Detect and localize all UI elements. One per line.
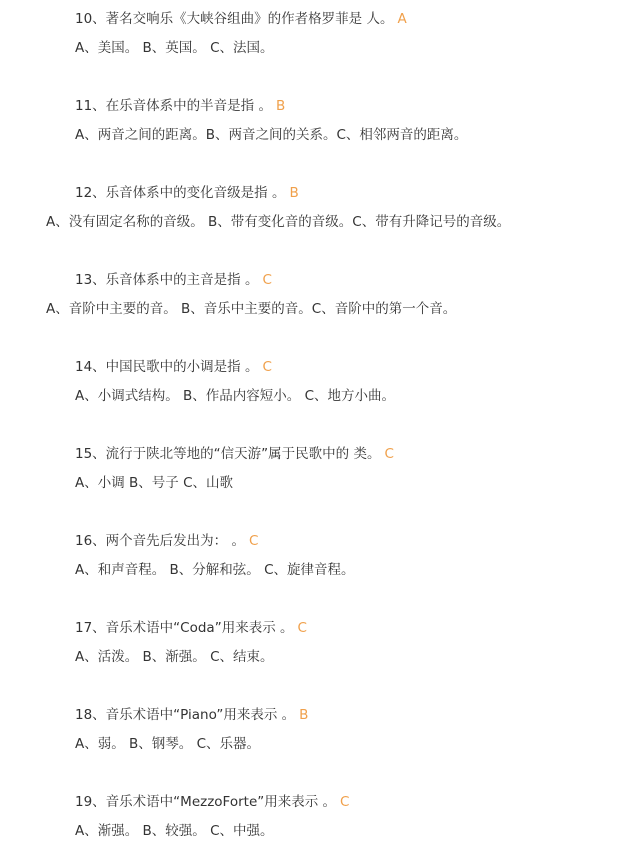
- answer-label: C: [262, 359, 272, 375]
- options-text: A、渐强。 B、较强。 C、中强。: [75, 823, 274, 839]
- answer-label: A: [397, 11, 407, 27]
- question-text: 15、流行于陕北等地的“信天游”属于民歌中的 类。 C: [75, 446, 394, 462]
- options-text: A、和声音程。 B、分解和弦。 C、旋律音程。: [75, 562, 355, 578]
- question-text: 10、著名交响乐《大峡谷组曲》的作者格罗菲是 人。 A: [75, 11, 407, 27]
- options-text: A、小调式结构。 B、作品内容短小。 C、地方小曲。: [75, 388, 396, 404]
- question-text: 17、音乐术语中“Coda”用来表示 。 C: [75, 620, 307, 636]
- options-text: A、音阶中主要的音。 B、音乐中主要的音。C、音阶中的第一个音。: [46, 301, 457, 317]
- question-text: 13、乐音体系中的主音是指 。 C: [75, 272, 272, 288]
- options-text: A、两音之间的距离。B、两音之间的关系。C、相邻两音的距离。: [75, 127, 468, 143]
- answer-label: B: [289, 185, 299, 201]
- answer-label: C: [248, 533, 259, 549]
- answer-label: B: [299, 707, 309, 723]
- options-text: A、弱。 B、钢琴。 C、乐器。: [75, 736, 261, 752]
- options-text: A、活泼。 B、渐强。 C、结束。: [75, 649, 274, 665]
- answer-label: B: [275, 98, 286, 114]
- question-text: 16、两个音先后发出为： 。 C: [75, 533, 259, 549]
- question-text: 19、音乐术语中“MezzoForte”用来表示 。 C: [75, 794, 350, 810]
- options-text: A、小调 B、号子 C、山歌: [75, 475, 234, 491]
- answer-label: C: [340, 794, 350, 810]
- answer-label: C: [262, 272, 272, 288]
- options-text: A、没有固定名称的音级。 B、带有变化音的音级。C、带有升降记号的音级。: [46, 214, 511, 230]
- options-text: A、美国。 B、英国。 C、法国。: [75, 40, 274, 56]
- question-text: 18、音乐术语中“Piano”用来表示 。 B: [75, 707, 309, 723]
- answer-label: C: [384, 446, 394, 462]
- answer-label: C: [297, 620, 307, 636]
- question-text: 11、在乐音体系中的半音是指 。 B: [75, 98, 286, 114]
- question-text: 12、乐音体系中的变化音级是指 。 B: [75, 185, 299, 201]
- question-text: 14、中国民歌中的小调是指 。 C: [75, 359, 272, 375]
